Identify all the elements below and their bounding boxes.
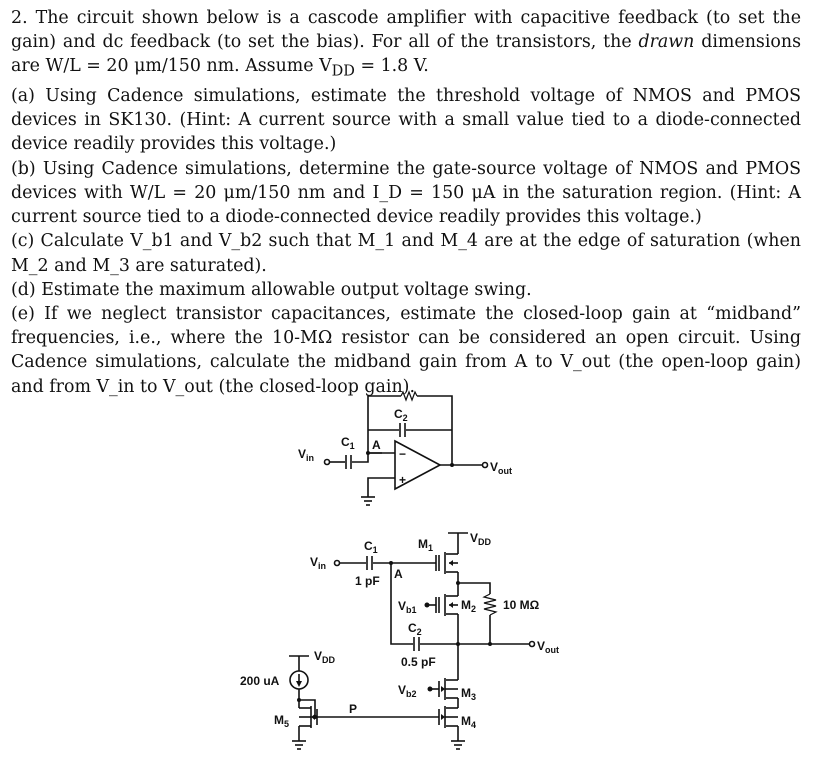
vb1-terminal bbox=[425, 603, 430, 608]
m5-label: $M_5$ bbox=[274, 713, 290, 729]
m4-label: $M_4$ bbox=[461, 714, 477, 730]
top-vout-terminal bbox=[483, 463, 488, 468]
bottom-vin-label: $V_{in}$ bbox=[310, 555, 327, 571]
top-vout-label: $V_{out}$ bbox=[490, 460, 513, 476]
top-node-a-wire bbox=[352, 453, 395, 462]
bottom-c2-label: $C_2$ bbox=[408, 621, 422, 637]
part-b: (b) Using Cadence simulations, determine the gate-source voltage of NMOS and PMOS devices with W/L = 20 μm/150 nm and I_D = 150 μA in the saturation region. (Hint: A current source tied to a diode-connected device readily provides this voltage.) bbox=[11, 158, 801, 228]
bottom-node-a-label: A bbox=[394, 567, 403, 581]
vdd-left-label: $V_{DD}$ bbox=[314, 649, 336, 665]
m1-label: $M_1$ bbox=[418, 537, 434, 553]
resistor-top-wire bbox=[458, 583, 490, 594]
bottom-output-node bbox=[456, 642, 460, 646]
node-p-label: P bbox=[349, 702, 358, 716]
bottom-c1-value: 1 pF bbox=[355, 574, 380, 588]
top-vin-label: $V_{in}$ bbox=[298, 447, 315, 463]
opamp-minus: − bbox=[399, 447, 407, 461]
top-circuit bbox=[298, 392, 512, 505]
part-c: (c) Calculate V_b1 and V_b2 such that M_1 and M_4 are at the edge of saturation (when M_2 and M_3 are saturated). bbox=[11, 231, 801, 276]
m2-label: $M_2$ bbox=[461, 598, 477, 614]
part-d: (d) Estimate the maximum allowable output voltage swing. bbox=[11, 279, 532, 300]
part-a: (a) Using Cadence simulations, estimate the threshold voltage of NMOS and PMOS devices in SK130. (Hint: A current source with a small value tied to a diode-connected device readily provides this voltage.) bbox=[11, 86, 801, 155]
bottom-vin-terminal bbox=[335, 561, 340, 566]
resistor-10m bbox=[484, 594, 496, 615]
feedback-resistor bbox=[401, 392, 417, 400]
resistor-label: 10 MΩ bbox=[503, 598, 540, 612]
top-node-a-label: A bbox=[372, 438, 381, 452]
m5-drain-node bbox=[297, 698, 301, 702]
vdd-top-label: $V_{DD}$ bbox=[470, 531, 492, 547]
intro-sub-dd: DD bbox=[331, 63, 355, 80]
opamp-plus: + bbox=[399, 473, 407, 487]
intro-text-3: = 1.8 V. bbox=[360, 56, 429, 77]
top-c1-label: $C_1$ bbox=[341, 435, 355, 451]
part-e: (e) If we neglect transistor capacitances, estimate the closed-loop gain at “midband” frequencies, i.e., where the 10-MΩ resistor can be considered an open circuit. Using Cadence simulations, calculate the midband gain from A to V_out (the open-loop gain) and from V_in to V_out (the closed-loop gain). bbox=[11, 303, 801, 397]
m3-transistor bbox=[431, 678, 458, 700]
m1-drain-node bbox=[456, 581, 460, 585]
top-c2-label: $C_2$ bbox=[394, 407, 408, 423]
isrc-label: 200 uA bbox=[240, 674, 280, 688]
bottom-vout-terminal bbox=[530, 642, 535, 647]
intro-text-1: The circuit shown below is a cascode amplifier with capacitive feedback (to set the gain) and dc feedback (to set the bias). For all of the transistors, the bbox=[11, 8, 802, 53]
intro-text-2: dimensions are W/L = 20 μm/150 nm. Assume V bbox=[11, 32, 801, 77]
m1-transistor bbox=[396, 552, 458, 574]
vb2-label: $V_{b2}$ bbox=[398, 683, 417, 699]
m5-gate-node bbox=[313, 715, 317, 719]
top-plus-wire bbox=[368, 478, 395, 497]
vb1-label: $V_{b1}$ bbox=[398, 599, 417, 615]
bottom-node-a-dot bbox=[389, 561, 393, 565]
bottom-circuit bbox=[240, 531, 559, 749]
resistor-output-node bbox=[488, 642, 492, 646]
problem-number: 2. bbox=[11, 8, 28, 28]
bottom-vout-label: $V_{out}$ bbox=[537, 639, 560, 655]
m2-transistor bbox=[428, 594, 458, 616]
bottom-c2-value: 0.5 pF bbox=[401, 655, 436, 669]
isrc-arrow-head bbox=[296, 681, 302, 687]
vb2-terminal bbox=[428, 687, 433, 692]
bottom-c1-label: $C_1$ bbox=[364, 539, 378, 555]
m3-label: $M_3$ bbox=[461, 686, 477, 702]
top-vin-terminal bbox=[325, 460, 330, 465]
m4-transistor bbox=[439, 706, 458, 728]
intro-drawn: drawn bbox=[638, 32, 695, 53]
top-node-a-dot bbox=[366, 451, 370, 455]
top-output-node bbox=[450, 463, 454, 467]
